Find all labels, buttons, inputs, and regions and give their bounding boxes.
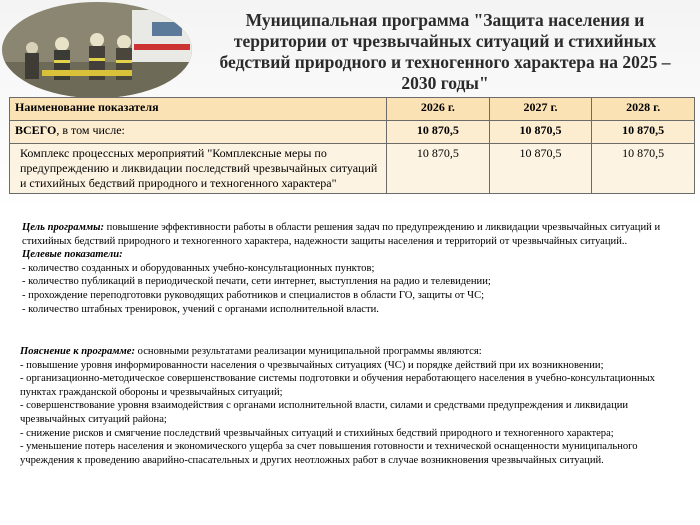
list-item: - снижение рисков и смягчение последствий чрезвычайных ситуаций и стихийных бедствий природного и техногенного характера; — [20, 427, 614, 439]
row-2028: 10 870,5 — [592, 144, 695, 194]
total-label-rest: , в том числе: — [56, 123, 125, 137]
list-item: - повышение уровня информированности населения о чрезвычайных ситуациях (ЧС) и порядке действий при их возникновении; — [20, 359, 604, 371]
list-item: - количество публикаций в периодической печати, сети интернет, выступления на радио и телевидении; — [22, 276, 491, 288]
header-year-2028: 2028 г. — [592, 98, 695, 121]
list-item: - совершенствование уровня взаимодействия с органами исполнительной власти, силами и средствами предупреждения и ликвидации чрезвычайных ситуаций района; — [20, 400, 629, 425]
row-2027: 10 870,5 — [489, 144, 592, 194]
list-item: - организационно-методическое совершенствование системы подготовки и обучения неработающего населения в учебно-консультационных пунктах гражданской обороны и чрезвычайных ситуаций; — [20, 373, 655, 398]
notes-intro-text: основными результатами реализации муниципальной программы являются: — [135, 346, 482, 357]
total-2027: 10 870,5 — [489, 121, 592, 144]
indicators-list — [22, 262, 690, 316]
notes-section — [20, 345, 690, 467]
list-item: - уменьшение потерь населения и экономического ущерба за счет повышения готовности и технической оснащенности муниципального учреждения к проведению аварийно-спасательных и других неотложных работ в случае возникновения чрезвычайных ситуаций. — [20, 441, 638, 466]
total-label-bold: ВСЕГО — [15, 123, 57, 137]
indicators-label: Целевые показатели: — [22, 249, 123, 261]
notes-intro — [20, 345, 690, 359]
row-2026: 10 870,5 — [387, 144, 490, 194]
list-item: - количество созданных и оборудованных учебно-консультационных пунктов; — [22, 262, 375, 274]
table-row-total — [10, 121, 695, 144]
notes-label: Пояснение к программе: — [20, 346, 136, 357]
header-indicator-name: Наименование показателя — [10, 98, 387, 121]
rescue-team-photo — [2, 2, 192, 98]
header-year-2026: 2026 г. — [387, 98, 490, 121]
list-item: - прохождение переподготовки руководящих работников и специалистов в области ГО, защиты от ЧС; — [22, 289, 485, 301]
list-item: - количество штабных тренировок, учений с органами исполнительной власти. — [22, 303, 379, 315]
goal-paragraph — [22, 221, 690, 248]
goal-text: повышение эффективности работы в области решения задач по предупреждению и ликвидации чрезвычайных ситуаций и стихийных бедствий природного и техногенного характера, надежности защиты населения и территорий от чрезвычайных ситуаций.. — [22, 222, 661, 247]
budget-table — [9, 97, 695, 194]
total-2028: 10 870,5 — [592, 121, 695, 144]
page-title: Муниципальная программа "Защита населения и территории от чрезвычайных ситуаций и стихийных бедствий природного и техногенного характера на 2025 – 2030 годы" — [219, 10, 671, 93]
row-label: Комплекс процессных мероприятий "Комплексные меры по предупреждению и ликвидации последствий чрезвычайных ситуаций и стихийных бедствий природного и техногенного характера" — [10, 144, 387, 194]
total-label — [10, 121, 387, 144]
table-header-row — [10, 98, 695, 121]
table-row — [10, 144, 695, 194]
total-2026: 10 870,5 — [387, 121, 490, 144]
goal-label: Цель программы: — [22, 222, 104, 233]
goals-section — [22, 221, 690, 316]
header-year-2027: 2027 г. — [489, 98, 592, 121]
notes-list — [20, 359, 690, 468]
